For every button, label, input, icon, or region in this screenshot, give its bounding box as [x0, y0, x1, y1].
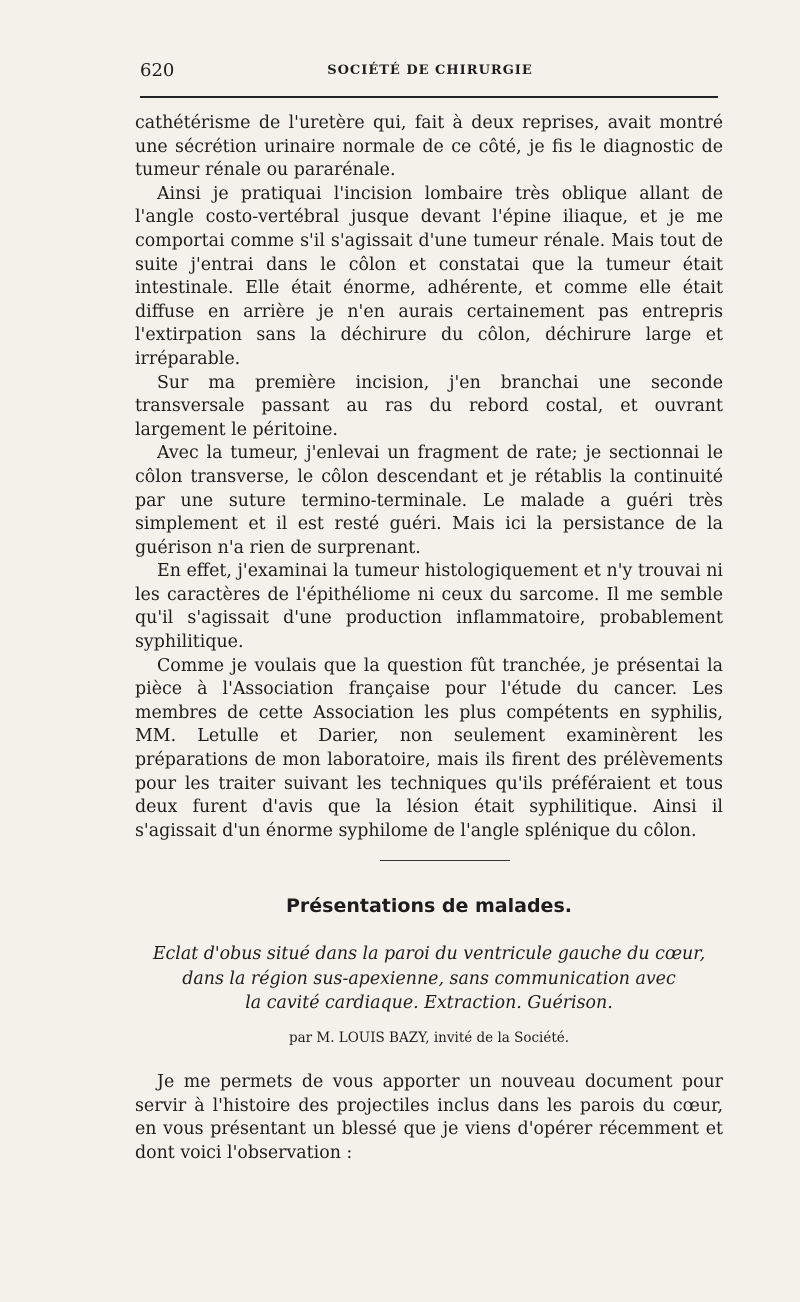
paragraph: Ainsi je pratiquai l'incision lombaire très oblique allant de l'angle costo-vertébral jusque devant l'épine iliaque, et je me comportai comme s'il s'agissait d'une tumeur rénale. Mais tout de suite j'entrai dans le côlon et constatai que la tumeur était intestinale. Elle était énorme, adhérente, et comme elle était diffuse en arrière je n'en aurais certainement pas entrepris l'extirpation sans la déchirure du côlon, déchirure large et irréparable.	[135, 183, 723, 369]
subtitle-line: Eclat d'obus situé dans la paroi du ventricule gauche du cœur,	[152, 944, 706, 964]
author-byline: par M. LOUIS BAZY, invité de la Société.	[288, 1030, 570, 1046]
page-number: 620	[140, 60, 175, 81]
article-body	[135, 1071, 723, 1165]
article-continuation	[135, 112, 723, 843]
paragraph: En effet, j'examinai la tumeur histologiquement et n'y trouvai ni les caractères de l'épithéliome ni ceux du sarcome. Il me semble qu'il s'agissait d'une production inflammatoire, probablement syphilitique.	[135, 561, 723, 653]
article-subtitle	[135, 942, 723, 1016]
paragraph: Je me permets de vous apporter un nouveau document pour servir à l'histoire des projectiles inclus dans les parois du cœur, en vous présentant un blessé que je viens d'opérer récemment et dont voici l'observation :	[135, 1072, 723, 1163]
page-header	[140, 56, 720, 86]
subtitle-line: dans la région sus-apexienne, sans communication avec	[182, 968, 676, 989]
section-title: Présentations de malades.	[286, 895, 572, 917]
subtitle-line: la cavité cardiaque. Extraction. Guérison.	[245, 993, 613, 1013]
header-rule	[140, 96, 718, 98]
paragraph: Sur ma première incision, j'en branchai une seconde transversale passant au ras du rebord costal, et ouvrant largement le péritoine.	[135, 372, 723, 440]
paragraph: Comme je voulais que la question fût tranchée, je présentai la pièce à l'Association française pour l'étude du cancer. Les membres de cette Association les plus compétents en syphilis, MM. Letulle et Darier, non seulement examinèrent les préparations de mon laboratoire, mais ils firent des prélèvements pour les traiter suivant les techniques qu'ils préféraient et tous deux furent d'avis que la lésion était syphilitique. Ainsi il s'agissait d'un énorme syphilome de l'angle splénique du côlon.	[135, 655, 723, 841]
paragraph: Avec la tumeur, j'enlevai un fragment de rate; je sectionnai le côlon transverse, le côlon descendant et je rétablis la continuité par une suture termino-terminale. Le malade a guéri très simplement et il est resté guéri. Mais ici la persistance de la guérison n'a rien de surprenant.	[135, 443, 723, 558]
section-separator	[380, 860, 510, 861]
paragraph: cathétérisme de l'uretère qui, fait à deux reprises, avait montré une sécrétion urinaire normale de ce côté, je fis le diagnostic de tumeur rénale ou pararénale.	[135, 113, 723, 181]
running-title: SOCIÉTÉ DE CHIRURGIE	[327, 63, 533, 78]
